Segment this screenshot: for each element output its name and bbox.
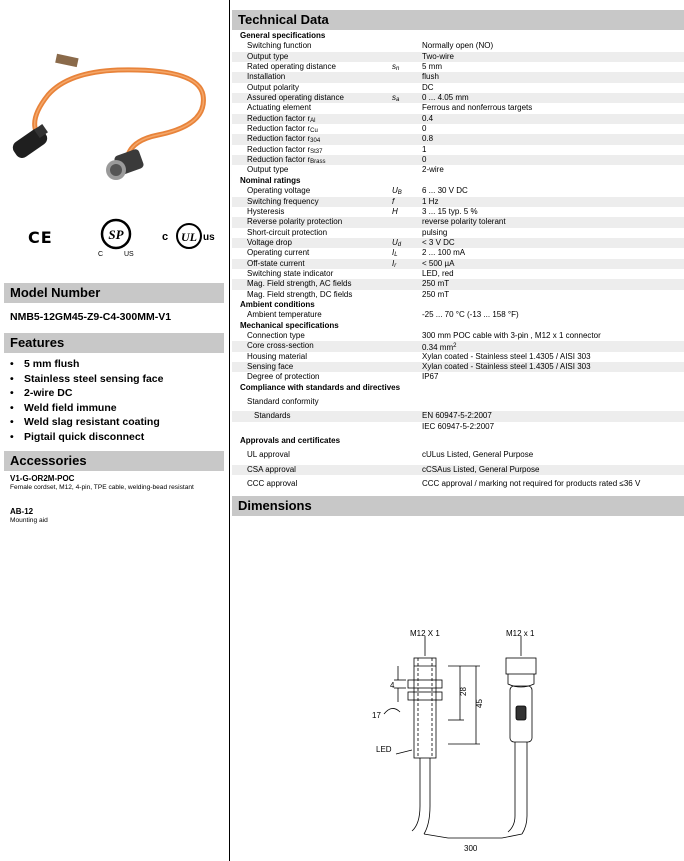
spec-label-text: Standards xyxy=(254,411,291,421)
feature-item: • Pigtail quick disconnect xyxy=(10,430,163,445)
spec-section-label: Nominal ratings xyxy=(240,175,301,185)
spec-label xyxy=(247,93,344,103)
spec-row xyxy=(232,228,684,238)
ce-mark-icon: CE xyxy=(28,228,53,247)
csa-mark-icon xyxy=(94,214,138,258)
spec-label xyxy=(247,290,352,300)
spec-value-text: < 3 V DC xyxy=(422,237,455,247)
spec-label-text: Degree of protection xyxy=(247,372,320,382)
spec-row xyxy=(232,422,684,432)
column-divider xyxy=(229,0,230,861)
spec-value xyxy=(422,362,591,372)
spec-label-text: Operating voltage xyxy=(247,186,311,196)
spec-label xyxy=(247,62,336,72)
spec-value-text: 1 xyxy=(422,144,427,154)
spec-label-subscript: Brass xyxy=(310,159,326,166)
spec-row xyxy=(232,290,684,300)
spec-symbol-text: s xyxy=(392,62,396,72)
spec-label-text: Mag. Field strength, DC fields xyxy=(247,289,353,299)
spec-label xyxy=(247,269,333,279)
spec-value xyxy=(422,103,532,113)
spec-row xyxy=(232,341,684,351)
spec-row xyxy=(232,411,684,421)
spec-row xyxy=(232,93,684,103)
spec-label xyxy=(247,83,299,93)
spec-value xyxy=(422,290,449,300)
spec-label-text: UL approval xyxy=(247,450,290,460)
spec-value-text: 6 ... 30 V DC xyxy=(422,186,468,196)
spec-label-text: Voltage drop xyxy=(247,237,292,247)
spec-label-text: Reduction factor r xyxy=(247,124,311,134)
led-label: LED xyxy=(376,745,392,754)
spec-section-heading xyxy=(232,300,684,310)
spec-value xyxy=(422,479,640,489)
spec-value xyxy=(422,134,433,144)
spec-row xyxy=(232,279,684,289)
spec-section-label: General specifications xyxy=(240,31,326,40)
thread-label-right: M12 x 1 xyxy=(506,629,535,638)
spec-label-subscript: Cu xyxy=(310,128,318,135)
spec-symbol-text: U xyxy=(392,237,398,247)
spec-value xyxy=(422,372,438,382)
spec-value-text: 5 mm xyxy=(422,62,442,72)
dim-label-17: 17 xyxy=(372,711,381,720)
spec-label-text: Output type xyxy=(247,165,289,175)
spec-label-text: Connection type xyxy=(247,330,305,340)
dim-label-300: 300 xyxy=(464,844,478,853)
accessory-code: V1-G-OR2M-POC xyxy=(10,474,75,483)
spec-symbol-text: I xyxy=(392,248,395,258)
spec-value xyxy=(422,331,601,341)
spec-row xyxy=(232,331,684,341)
spec-row xyxy=(232,72,684,82)
thread-label-left: M12 X 1 xyxy=(410,629,440,638)
spec-label-text: Rated operating distance xyxy=(247,62,336,72)
spec-value-text: 3 ... 15 typ. 5 % xyxy=(422,206,478,216)
ul-c-text: c xyxy=(162,231,169,243)
spec-label xyxy=(247,197,319,207)
spec-value xyxy=(422,465,539,475)
spec-label xyxy=(247,103,311,113)
spec-row xyxy=(232,310,684,320)
spec-value-text: -25 ... 70 °C (-13 ... 158 °F) xyxy=(422,310,519,320)
spec-value xyxy=(422,93,469,103)
features-heading: Features xyxy=(4,333,224,353)
model-number-heading: Model Number xyxy=(4,283,224,303)
spec-symbol-subscript: d xyxy=(397,241,402,248)
spec-value xyxy=(422,279,449,289)
spec-value xyxy=(422,310,519,320)
spec-value-text: 0 xyxy=(422,155,427,165)
spec-value-text: 300 mm POC cable with 3-pin , M12 x 1 connector xyxy=(422,330,601,340)
feature-item: • Weld field immune xyxy=(10,401,163,416)
feature-item: • 2-wire DC xyxy=(10,386,163,401)
spec-value-text: Ferrous and nonferrous targets xyxy=(422,103,533,113)
spec-label-text: Operating current xyxy=(247,248,310,258)
spec-symbol-text: f xyxy=(392,196,395,206)
spec-value xyxy=(422,41,493,51)
spec-value-text: 0.8 xyxy=(422,134,434,144)
spec-symbol-subscript: r xyxy=(394,262,397,269)
spec-label xyxy=(247,479,297,489)
spec-section-label: Compliance with standards and directives xyxy=(240,382,401,392)
spec-value-text: Xylan coated - Stainless steel 1.4305 / AISI 303 xyxy=(422,362,591,371)
spec-value xyxy=(422,248,465,258)
technical-data-heading: Technical Data xyxy=(232,10,684,30)
spec-value xyxy=(422,422,494,432)
spec-value-text: Normally open (NO) xyxy=(422,41,494,51)
feature-item: • Stainless steel sensing face xyxy=(10,372,163,387)
spec-section-heading xyxy=(232,383,684,393)
spec-row xyxy=(232,197,684,207)
accessory-description: Mounting aid xyxy=(10,517,48,524)
spec-label-text: CSA approval xyxy=(247,464,296,474)
spec-value-superscript: 2 xyxy=(453,343,457,350)
spec-row xyxy=(232,352,684,362)
spec-section-label: Approvals and certificates xyxy=(240,436,341,446)
spec-label xyxy=(247,228,327,238)
spec-value xyxy=(422,411,492,421)
spec-value xyxy=(422,155,426,165)
spec-section-heading xyxy=(232,176,684,186)
spec-section-label: Mechanical specifications xyxy=(240,320,339,330)
csa-c-text: C xyxy=(98,251,104,258)
spec-value-text: LED, red xyxy=(422,268,454,278)
spec-value-text: Two-wire xyxy=(422,51,455,61)
spec-label-text: Ambient temperature xyxy=(247,310,322,320)
spec-row xyxy=(232,372,684,382)
spec-value-text: < 500 µA xyxy=(422,258,455,268)
spec-label-text: Hysteresis xyxy=(247,206,285,216)
spec-label xyxy=(247,72,285,82)
spec-symbol-text: I xyxy=(392,258,395,268)
spec-label xyxy=(247,331,305,341)
spec-label-text: Installation xyxy=(247,72,286,82)
spec-label xyxy=(247,362,293,372)
spec-value-text: 2 ... 100 mA xyxy=(422,248,466,258)
spec-value xyxy=(422,269,454,279)
spec-section-label: Ambient conditions xyxy=(240,299,315,309)
spec-row xyxy=(232,465,684,475)
spec-value xyxy=(422,207,478,217)
spec-label-text: Reduction factor r xyxy=(247,134,311,144)
spec-section-heading xyxy=(232,436,684,446)
product-photo xyxy=(8,40,220,190)
spec-label xyxy=(247,397,319,407)
spec-value xyxy=(422,165,444,175)
spec-label xyxy=(247,238,292,248)
spec-label xyxy=(247,248,309,258)
spec-symbol-text: H xyxy=(392,206,398,216)
spec-label xyxy=(247,259,305,269)
spec-value-text: 0 xyxy=(422,124,427,134)
spec-symbol-subscript: a xyxy=(396,97,400,104)
spec-value-text: 0 ... 4.05 mm xyxy=(422,93,469,103)
spec-label xyxy=(247,310,322,320)
spec-value-text: IP67 xyxy=(422,372,439,382)
spec-label-text: Assured operating distance xyxy=(247,93,344,103)
dim-label-45: 45 xyxy=(475,699,484,708)
spec-row xyxy=(232,362,684,372)
spec-value-text: reverse polarity tolerant xyxy=(422,217,506,227)
spec-label-text: Switching state indicator xyxy=(247,268,334,278)
ul-mark-icon xyxy=(162,220,220,252)
spec-label-subscript: St37 xyxy=(310,148,323,155)
spec-value xyxy=(422,83,434,93)
spec-section-heading xyxy=(232,321,684,331)
spec-label xyxy=(247,465,296,475)
accessory-item xyxy=(10,507,224,525)
spec-value-text: Xylan coated - Stainless steel 1.4305 / AISI 303 xyxy=(422,351,591,361)
spec-label-subscript: 304 xyxy=(310,138,321,145)
spec-label xyxy=(247,186,310,196)
spec-symbol-text: U xyxy=(392,186,398,196)
spec-row xyxy=(232,238,684,248)
spec-label-text: Actuating element xyxy=(247,103,312,113)
spec-value xyxy=(422,62,442,72)
spec-value-text: flush xyxy=(422,72,439,82)
spec-symbol-text: s xyxy=(392,93,396,103)
accessory-code: AB-12 xyxy=(10,507,34,516)
csa-us-text: US xyxy=(124,251,134,258)
spec-value xyxy=(422,72,439,82)
spec-value-text: cCSAus Listed, General Purpose xyxy=(422,464,540,474)
spec-label-text: Sensing face xyxy=(247,362,294,371)
spec-label-text: Standard conformity xyxy=(247,397,319,407)
spec-label xyxy=(247,52,288,62)
spec-value-text: 1 Hz xyxy=(422,196,439,206)
ul-mark-text: UL xyxy=(181,230,197,244)
spec-value xyxy=(422,52,454,62)
spec-row xyxy=(232,114,684,124)
spec-row xyxy=(232,83,684,93)
spec-label-text: Reduction factor r xyxy=(247,144,311,154)
left-column xyxy=(0,0,226,861)
spec-label-text: Reduction factor r xyxy=(247,113,311,123)
spec-value xyxy=(422,124,426,134)
spec-label xyxy=(247,341,314,351)
spec-row xyxy=(232,145,684,155)
ul-us-text: us xyxy=(203,232,215,243)
csa-mark-text: SP xyxy=(108,227,124,242)
spec-row xyxy=(232,124,684,134)
spec-label xyxy=(247,217,342,227)
spec-row xyxy=(232,103,684,113)
spec-value-text: EN 60947-5-2:2007 xyxy=(422,411,492,421)
spec-label-subscript: Al xyxy=(310,117,316,124)
spec-row xyxy=(232,62,684,72)
spec-value-text: 0.34 mm xyxy=(422,343,454,353)
spec-value-text: 0.4 xyxy=(422,113,434,123)
spec-value-text: DC xyxy=(422,82,434,92)
spec-label-text: Off-state current xyxy=(247,258,305,268)
spec-row xyxy=(232,207,684,217)
certification-marks xyxy=(20,212,220,258)
spec-label-text: Output polarity xyxy=(247,82,300,92)
accessories-heading: Accessories xyxy=(4,451,224,471)
spec-section-heading xyxy=(232,31,684,41)
dimensions-drawing xyxy=(362,626,602,856)
spec-label xyxy=(247,372,320,382)
spec-label-text: Reverse polarity protection xyxy=(247,217,343,227)
spec-label xyxy=(247,352,307,362)
spec-row xyxy=(232,186,684,196)
spec-label xyxy=(254,411,290,421)
spec-value xyxy=(422,450,533,460)
spec-row xyxy=(232,269,684,279)
spec-value-text: CCC approval / marking not required for products rated ≤36 V xyxy=(422,479,641,489)
spec-value xyxy=(422,197,438,207)
spec-value xyxy=(422,228,447,238)
spec-label-text: Housing material xyxy=(247,351,308,361)
technical-data-table xyxy=(232,31,684,489)
spec-label-text: Output type xyxy=(247,51,289,61)
spec-label xyxy=(247,41,311,51)
spec-row xyxy=(232,248,684,258)
spec-value xyxy=(422,238,455,248)
spec-value xyxy=(422,217,506,227)
spec-label xyxy=(247,207,284,217)
accessory-item xyxy=(10,474,224,492)
spec-row xyxy=(232,450,684,460)
spec-row xyxy=(232,134,684,144)
spec-row xyxy=(232,479,684,489)
dim-label-4: 4 xyxy=(390,681,395,690)
spec-row xyxy=(232,41,684,51)
spec-value xyxy=(422,186,468,196)
spec-value-text: IEC 60947-5-2:2007 xyxy=(422,421,495,431)
spec-label-text: Switching function xyxy=(247,41,312,51)
spec-value-text: pulsing xyxy=(422,227,448,237)
spec-value xyxy=(422,114,433,124)
spec-row xyxy=(232,217,684,227)
spec-row xyxy=(232,165,684,175)
spec-label xyxy=(247,279,352,289)
spec-value-text: 250 mT xyxy=(422,279,450,289)
spec-row xyxy=(232,259,684,269)
dimensions-heading: Dimensions xyxy=(232,496,684,516)
spec-value-text: 2-wire xyxy=(422,165,444,175)
spec-label-text: Reduction factor r xyxy=(247,155,311,165)
spec-value xyxy=(422,352,591,362)
model-number-value: NMB5-12GM45-Z9-C4-300MM-V1 xyxy=(10,311,172,323)
spec-symbol xyxy=(392,197,394,207)
feature-item: • 5 mm flush xyxy=(10,357,163,372)
spec-symbol-subscript: L xyxy=(394,252,398,259)
spec-row xyxy=(232,155,684,165)
spec-label xyxy=(247,450,290,460)
spec-value xyxy=(422,259,454,269)
spec-label-text: CCC approval xyxy=(247,479,298,489)
features-list xyxy=(10,357,163,445)
spec-value-text: cULus Listed, General Purpose xyxy=(422,450,534,460)
spec-row xyxy=(232,397,684,407)
spec-value-text: 250 mT xyxy=(422,289,450,299)
spec-row xyxy=(232,52,684,62)
spec-label-text: Mag. Field strength, AC fields xyxy=(247,279,352,289)
spec-symbol xyxy=(392,207,398,217)
spec-symbol-subscript: n xyxy=(396,66,400,73)
spec-label-text: Core cross-section xyxy=(247,341,314,351)
right-column xyxy=(232,0,684,861)
spec-symbol-subscript: B xyxy=(397,190,402,197)
spec-value xyxy=(422,145,426,155)
feature-item: • Weld slag resistant coating xyxy=(10,415,163,430)
dim-label-28: 28 xyxy=(459,687,468,696)
spec-label xyxy=(247,165,288,175)
spec-label-text: Short-circuit protection xyxy=(247,227,328,237)
spec-label-text: Switching frequency xyxy=(247,196,319,206)
accessory-description: Female cordset, M12, 4-pin, TPE cable, welding-bead resistant xyxy=(10,484,194,491)
